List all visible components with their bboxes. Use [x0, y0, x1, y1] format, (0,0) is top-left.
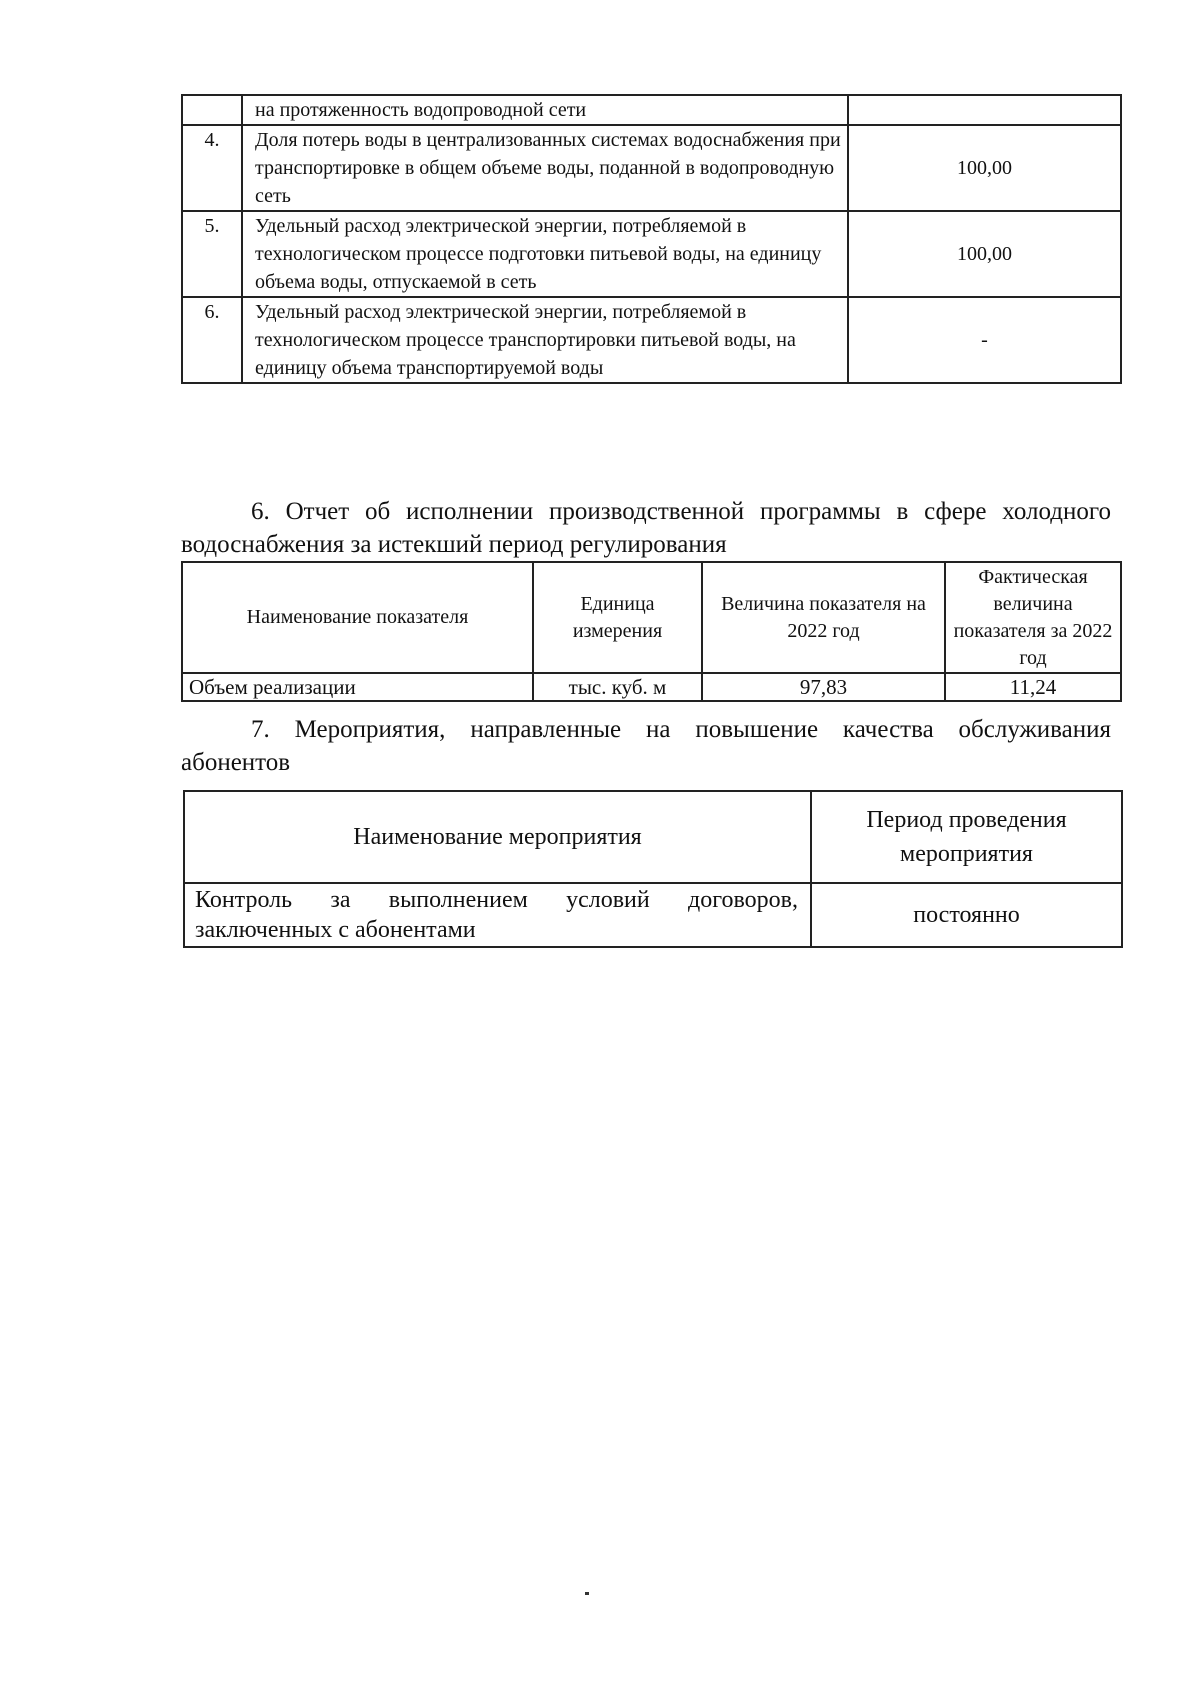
column-header: Единица измерения [533, 562, 702, 673]
column-header: Наименование мероприятия [184, 791, 811, 883]
indicator-value: - [848, 297, 1121, 383]
column-header: Фактическая величина показателя за 2022 год [945, 562, 1121, 673]
section-7-heading: 7. Мероприятия, направленные на повышение качества обслуживания абонентов [181, 716, 1111, 776]
planned-value-cell: 97,83 [702, 673, 945, 701]
indicator-value [848, 95, 1121, 125]
table-row [182, 125, 1121, 211]
measure-period-cell: постоянно [811, 883, 1122, 947]
table-row [182, 673, 1121, 701]
column-header: Величина показателя на 2022 год [702, 562, 945, 673]
program-execution-table [181, 561, 1122, 702]
section-6-heading: 6. Отчет об исполнении производственной программы в сфере холодного водоснабжения за истекший период регулирования [181, 498, 1111, 558]
indicator-name-cell: Объем реализации [182, 673, 533, 701]
indicator-value: 100,00 [848, 211, 1121, 297]
indicator-name: на протяженность водопроводной сети [242, 95, 848, 125]
table-header-row [184, 791, 1122, 883]
measures-table [183, 790, 1123, 948]
row-number: 4. [182, 125, 242, 211]
column-header: Наименование показателя [182, 562, 533, 673]
table-row [182, 95, 1121, 125]
row-number [182, 95, 242, 125]
indicator-name: Доля потерь воды в централизованных системах водоснабжения при транспортировке в общем объеме воды, поданной в водопроводную сеть [242, 125, 848, 211]
actual-value-cell: 11,24 [945, 673, 1121, 701]
table-row [184, 883, 1122, 947]
measure-name-cell: Контроль за выполнением условий договоров, заключенных с абонентами [184, 883, 811, 947]
page-dot [585, 1592, 589, 1595]
table-header-row [182, 562, 1121, 673]
indicator-value: 100,00 [848, 125, 1121, 211]
indicator-name: Удельный расход электрической энергии, потребляемой в технологическом процессе транспортировки питьевой воды, на единицу объема транспортируемой воды [242, 297, 848, 383]
indicators-table-continuation [181, 94, 1122, 384]
row-number: 5. [182, 211, 242, 297]
table-row [182, 297, 1121, 383]
indicator-name: Удельный расход электрической энергии, потребляемой в технологическом процессе подготовки питьевой воды, на единицу объема воды, отпускаемой в сеть [242, 211, 848, 297]
row-number: 6. [182, 297, 242, 383]
unit-cell: тыс. куб. м [533, 673, 702, 701]
table-row [182, 211, 1121, 297]
column-header: Период проведения мероприятия [811, 791, 1122, 883]
